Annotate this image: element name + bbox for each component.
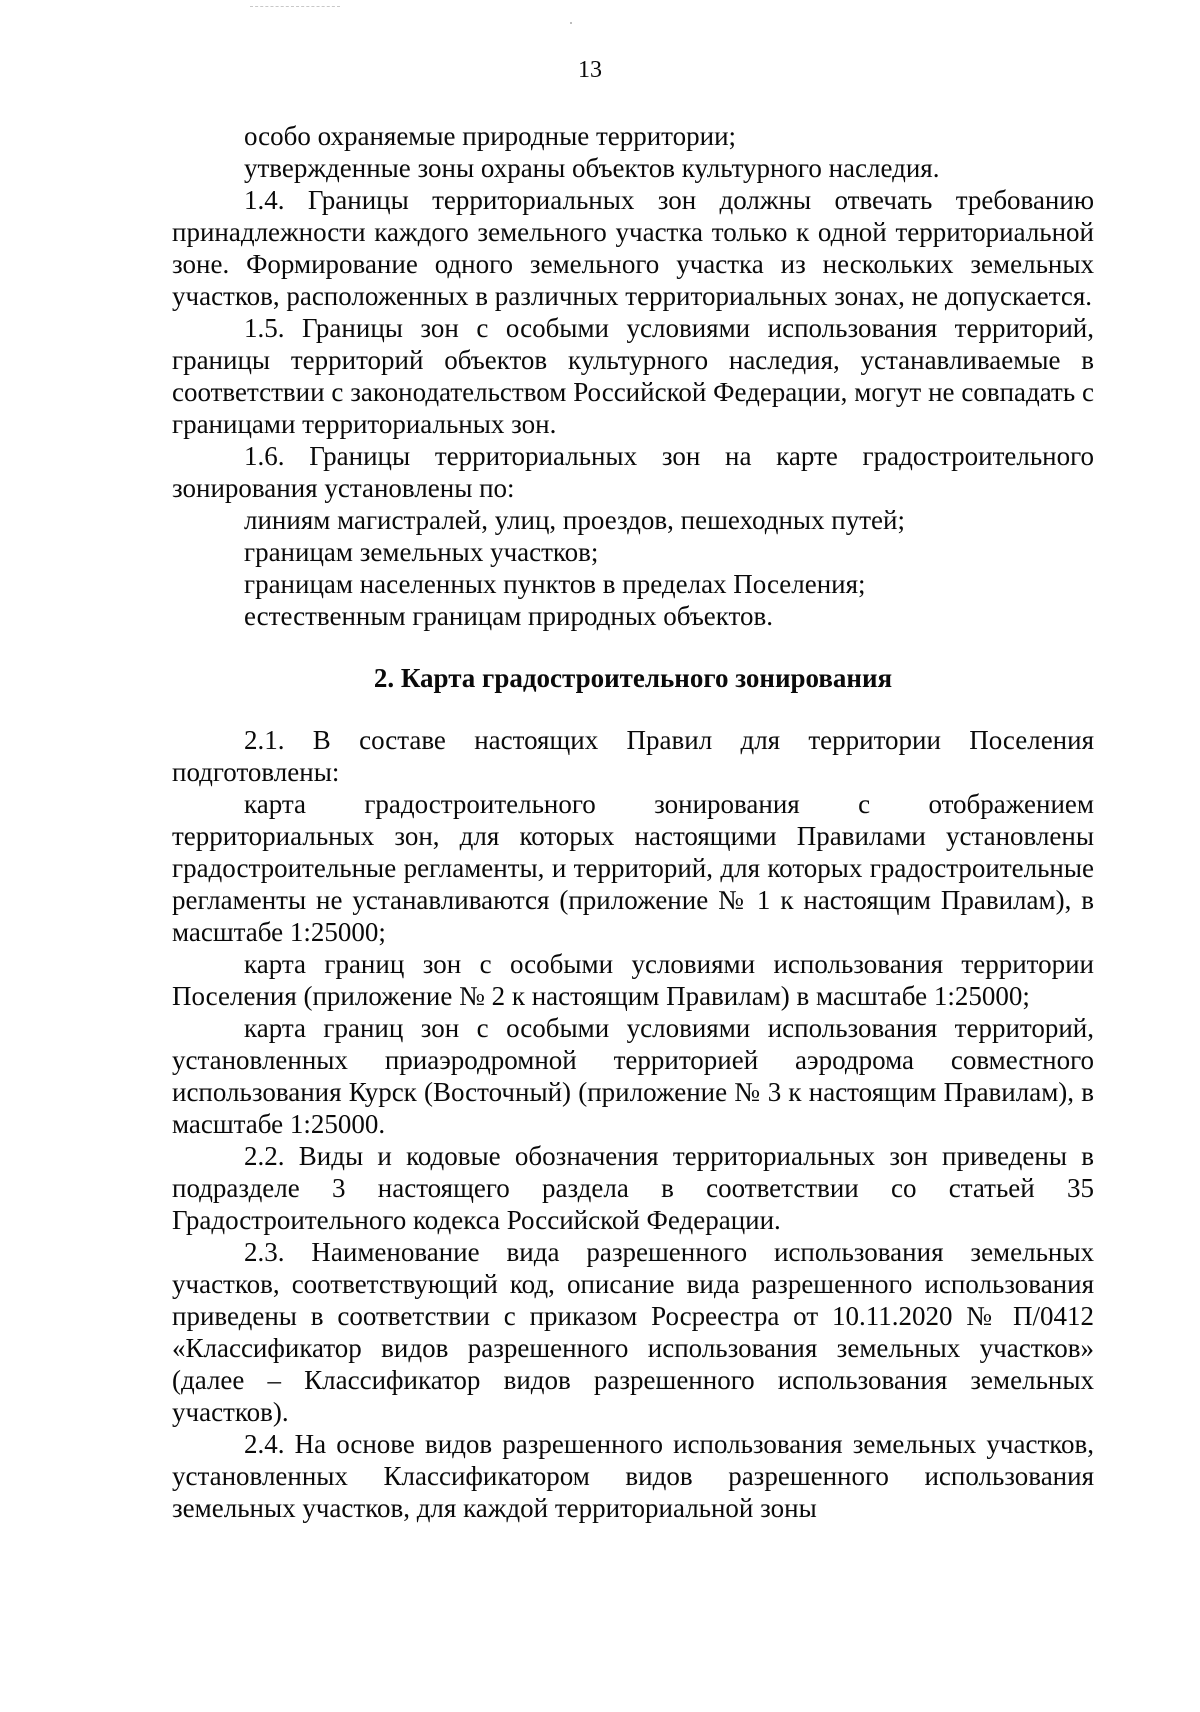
paragraph-2-1: 2.1. В составе настоящих Правил для территории Поселения подготовлены: [172, 725, 1094, 787]
list-item: границам населенных пунктов в пределах Поселения; [244, 569, 866, 599]
list-item: особо охраняемые природные территории; [244, 121, 737, 151]
scan-artifact-dot [570, 22, 572, 24]
paragraph-1-4: 1.4. Границы территориальных зон должны отвечать требованию принадлежности каждого земельного участка только к одной территориальной зоне. Формирование одного земельного участка из нескольких земельных участков, расположенных в различных территориальных зонах, не допускается. [172, 185, 1094, 311]
paragraph-2-1-c: карта границ зон с особыми условиями использования территорий, установленных приаэродромной территорией аэродрома совместного использования Курск (Восточный) (приложение № 3 к настоящим Правилам), в масштабе 1:25000. [172, 1013, 1094, 1139]
page-number: 13 [578, 57, 602, 83]
paragraph-2-4: 2.4. На основе видов разрешенного использования земельных участков, установленных Классификатором видов разрешенного использования земельных участков, для каждой территориальной зоны [172, 1429, 1094, 1523]
list-item: утвержденные зоны охраны объектов культурного наследия. [244, 153, 940, 183]
paragraph-1-5: 1.5. Границы зон с особыми условиями использования территорий, границы территорий объектов культурного наследия, устанавливаемые в соответствии с законодательством Российской Федерации, могут не совпадать с границами территориальных зон. [172, 313, 1094, 439]
paragraph-2-1-a: карта градостроительного зонирования с отображением территориальных зон, для которых настоящими Правилами установлены градостроительные регламенты, и территорий, для которых градостроительные регламенты не устанавливаются (приложение № 1 к настоящим Правилам), в масштабе 1:25000; [172, 789, 1094, 947]
section-heading: 2. Карта градостроительного зонирования [373, 663, 893, 693]
list-item: линиям магистралей, улиц, проездов, пешеходных путей; [244, 505, 905, 535]
scan-artifact [250, 6, 340, 9]
list-item: естественным границам природных объектов. [244, 601, 773, 631]
paragraph-1-6: 1.6. Границы территориальных зон на карте градостроительного зонирования установлены по: [172, 441, 1094, 503]
paragraph-2-3: 2.3. Наименование вида разрешенного использования земельных участков, соответствующий код, описание вида разрешенного использования приведены в соответствии с приказом Росреестра от 10.11.2020 № П/0412 «Классификатор видов разрешенного использования земельных участков» (далее – Классификатор видов разрешенного использования земельных участков). [172, 1237, 1094, 1427]
paragraph-2-1-b: карта границ зон с особыми условиями использования территории Поселения (приложение № 2 к настоящим Правилам) в масштабе 1:25000; [172, 949, 1094, 1011]
paragraph-2-2: 2.2. Виды и кодовые обозначения территориальных зон приведены в подразделе 3 настоящего раздела в соответствии со статьей 35 Градостроительного кодекса Российской Федерации. [172, 1141, 1094, 1235]
list-item: границам земельных участков; [244, 537, 599, 567]
document-body [172, 120, 1094, 1524]
